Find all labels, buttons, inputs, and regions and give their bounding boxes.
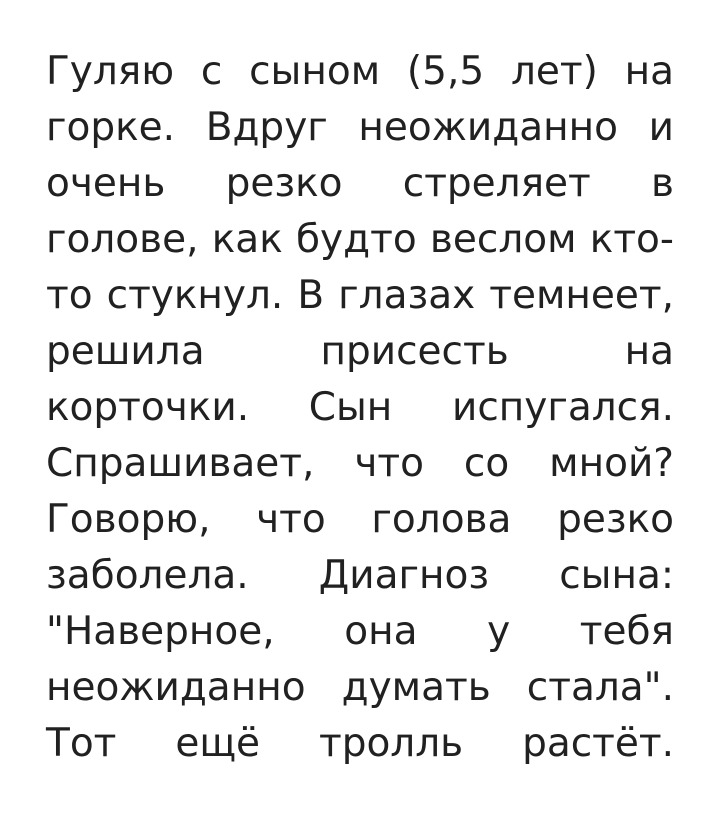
story-paragraph: Гуляю с сыном (5,5 лет) на горке. Вдруг неожиданно и очень резко стреляет в голове, как будто веслом кто-то стукнул. В глазах темнеет, решила присесть на корточки. Сын испугался. Спрашивает, что со мной? Говорю, что голова резко заболела. Диагноз сына: "Наверное, она у тебя неожиданно думать стала". Тот ещё тролль растёт. — [46, 49, 674, 766]
